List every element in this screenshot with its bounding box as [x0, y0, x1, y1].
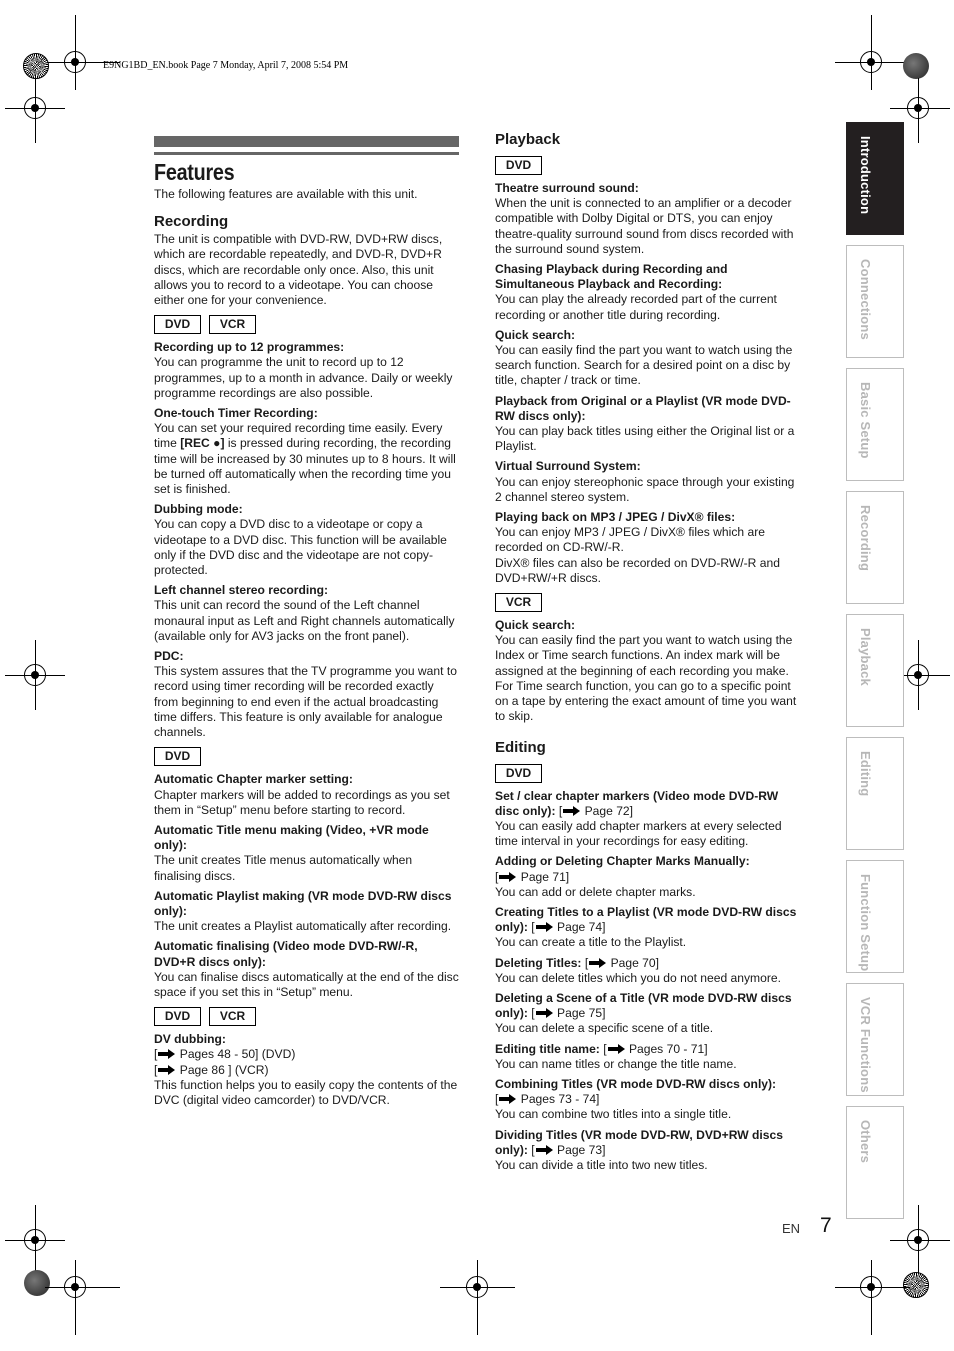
tab-connections[interactable] — [846, 245, 904, 358]
feature-title: Editing title name: — [495, 1041, 600, 1056]
dvd-badge: DVD — [495, 764, 542, 783]
tab-vcr-functions[interactable] — [846, 983, 904, 1096]
media-badges — [154, 747, 459, 766]
page-arrow-icon — [536, 1008, 553, 1018]
tab-label: Function Setup — [858, 874, 873, 972]
feature-body: You can create a title to the Playlist. — [495, 935, 687, 950]
feature-body: This unit can record the sound of the Left channel monaural input as Left and Right channels automatically (available only for AV3 jacks on the front panel). — [154, 598, 455, 643]
tab-playback[interactable] — [846, 614, 904, 727]
tab-label: Connections — [858, 259, 873, 340]
page-reference-text: Pages 70 - 71] — [628, 1041, 708, 1056]
feature-title: One-touch Timer Recording: — [154, 406, 318, 421]
feature-item — [154, 823, 459, 884]
feature-heading-line: Deleting Titles: [ Page 70] — [495, 955, 659, 970]
feature-body: You can name titles or change the title name. — [495, 1056, 737, 1071]
feature-body: DivX® files can also be recorded on DVD-RW/-R and DVD+RW/+R discs. — [495, 555, 780, 585]
page-reference: [ Pages 48 - 50] (DVD) — [154, 1047, 296, 1062]
page-arrow-icon — [536, 1145, 553, 1155]
feature-item — [495, 510, 800, 586]
page-arrow-icon — [563, 806, 580, 816]
feature-title: Chasing Playback during Recording and Simultaneous Playback and Recording: — [495, 262, 728, 292]
section-heading-recording: Recording — [154, 213, 229, 231]
language-label: EN — [782, 1221, 801, 1236]
feature-item — [495, 789, 800, 850]
feature-title: DV dubbing: — [154, 1032, 226, 1047]
title-rule — [154, 152, 459, 155]
feature-title: Deleting a Scene of a Title (VR mode DVD-RW discs only): — [495, 990, 792, 1021]
feature-body-text: is pressed during recording, the recording time will be increased by 30 minutes up to 8 hours. It will be turned off automatically when the recording time you set is finished. — [154, 436, 456, 497]
dvd-badge: DVD — [154, 747, 201, 766]
feature-title: Dubbing mode: — [154, 502, 243, 517]
feature-heading-line: Set / clear chapter markers (Video mode DVD-RW disc only): [ Page 72] — [495, 788, 779, 818]
tab-label: Others — [858, 1120, 873, 1164]
feature-body: You can combine two titles into a single title. — [495, 1107, 732, 1122]
feature-title: Automatic Title menu making (Video, +VR mode only): — [154, 822, 429, 853]
feature-body: You can easily find the part you want to watch using the search function. Search for a desired point on a disc by title, chapter / track or time. — [495, 343, 793, 388]
page-number: 7 — [820, 1214, 832, 1237]
feature-body: You can easily add chapter markers at every selected time interval in your recordings for easy editing. — [495, 818, 782, 849]
feature-body: You can play back titles using either the Original list or a Playlist. — [495, 424, 795, 454]
feature-body: The unit creates a Playlist automatically after recording. — [154, 919, 452, 934]
feature-item — [154, 939, 459, 1000]
feature-heading-line: Editing title name: [ Pages 70 - 71] — [495, 1041, 708, 1056]
feature-title: Combining Titles (VR mode DVD-RW discs only): — [495, 1076, 777, 1091]
print-header: E9NG1BD_EN.book Page 7 Monday, April 7, 2008 5:54 PM — [103, 60, 349, 71]
dvd-badge: DVD — [495, 156, 542, 175]
feature-item — [495, 1042, 800, 1072]
right-column — [495, 131, 800, 1178]
page-arrow-icon — [158, 1049, 175, 1059]
left-column — [154, 136, 459, 1113]
feature-heading-line: Deleting a Scene of a Title (VR mode DVD-RW discs only): [ Page 75] — [495, 990, 792, 1021]
feature-title: Recording up to 12 programmes: — [154, 340, 345, 355]
feature-item — [154, 1032, 459, 1108]
page-reference-text: Page 72] — [584, 803, 634, 818]
page-reference-text: Pages 73 - 74] — [520, 1092, 600, 1107]
tab-function-setup[interactable] — [846, 860, 904, 973]
feature-item — [154, 583, 459, 644]
feature-body: This system assures that the TV programme you want to record using timer recording will be recorded exactly from beginning to end even if the actual broadcasting time differs. This feature is only available for analogue channels. — [154, 664, 457, 740]
feature-body: The unit creates Title menus automatically when finalising discs. — [154, 853, 413, 883]
feature-item — [154, 889, 459, 935]
page-reference-text: Page 75] — [557, 1006, 606, 1021]
feature-item — [495, 956, 800, 986]
media-badges — [495, 156, 800, 175]
tab-editing[interactable] — [846, 737, 904, 850]
feature-body: You can delete titles which you do not need anymore. — [495, 970, 781, 985]
media-badges — [495, 764, 800, 783]
page-reference-text: Page 70] — [610, 955, 659, 970]
page-arrow-icon — [536, 922, 553, 932]
feature-body: You can copy a DVD disc to a videotape or copy a videotape to a DVD disc. This function will be available only if the DVD disc and the videotape are not copy-protected. — [154, 517, 447, 578]
tab-introduction[interactable] — [846, 122, 904, 235]
page-reference-text: Page 71] — [520, 869, 570, 884]
section-heading-playback: Playback — [495, 131, 561, 148]
feature-title: Automatic Playlist making (VR mode DVD-RW discs only): — [154, 888, 452, 918]
feature-body: Chapter markers will be added to recordings as you set them in “Setup” menu before starting to record. — [154, 787, 450, 817]
feature-item — [495, 181, 800, 257]
feature-body: You can programme the unit to record up to 12 programmes, up to a month in advance. Daily or weekly programme recordings are also possible. — [154, 355, 453, 400]
page-arrow-icon — [608, 1044, 625, 1054]
feature-title: Left channel stereo recording: — [154, 583, 329, 598]
feature-title: PDC: — [154, 649, 184, 664]
feature-title: Quick search: — [495, 618, 575, 633]
feature-item — [154, 406, 459, 497]
feature-heading-line: Creating Titles to a Playlist (VR mode DVD-RW discs only): [ Page 74] — [495, 904, 797, 935]
feature-item — [154, 340, 459, 401]
feature-body-text: You can set your required recording time easily. Every time — [154, 421, 443, 451]
feature-body: You can finalise discs automatically at the end of the disc space if you set this in “Setup” menu. — [154, 969, 459, 999]
tab-label: Playback — [858, 628, 873, 686]
page-reference-text: Pages 48 - 50] (DVD) — [179, 1047, 296, 1062]
feature-body: You can enjoy stereophonic space through your existing 2 channel stereo system. — [495, 474, 795, 504]
page-reference: [ Page 71] — [495, 869, 570, 884]
page-reference: [ Pages 73 - 74] — [495, 1092, 600, 1107]
tab-label: VCR Functions — [858, 997, 873, 1093]
feature-body — [154, 421, 459, 497]
tab-others[interactable] — [846, 1106, 904, 1219]
page-arrow-icon — [589, 958, 606, 968]
media-badges — [154, 1007, 459, 1026]
vcr-badge: VCR — [209, 315, 256, 334]
feature-item — [154, 649, 459, 740]
feature-title: Playing back on MP3 / JPEG / DivX® files: — [495, 510, 736, 525]
page-arrow-icon — [158, 1065, 175, 1075]
rec-key-label: [REC ●] — [180, 436, 225, 451]
feature-item — [495, 991, 800, 1037]
tab-label: Introduction — [858, 136, 873, 215]
feature-body: You can enjoy MP3 / JPEG / DivX® files which are recorded on CD-RW/-R. — [495, 525, 765, 555]
feature-item — [495, 618, 800, 724]
feature-item — [495, 1077, 800, 1123]
page-reference-text: Page 86 ] (VCR) — [179, 1062, 269, 1077]
feature-item — [154, 502, 459, 578]
feature-title: Dividing Titles (VR mode DVD-RW, DVD+RW discs only): — [495, 1127, 783, 1157]
tab-recording[interactable] — [846, 491, 904, 604]
page-reference-text: Page 73] — [557, 1142, 606, 1157]
feature-body: You can delete a specific scene of a title. — [495, 1021, 714, 1036]
feature-item — [495, 854, 800, 900]
page-reference: [ Page 86 ] (VCR) — [154, 1062, 269, 1077]
feature-item — [495, 328, 800, 389]
feature-item — [495, 905, 800, 951]
title-bar — [154, 136, 459, 147]
feature-item — [495, 459, 800, 505]
feature-item — [495, 1128, 800, 1174]
feature-body: You can add or delete chapter marks. — [495, 884, 696, 899]
page-arrow-icon — [499, 872, 516, 882]
recording-intro: The unit is compatible with DVD-RW, DVD+RW discs, which are recordable repeatedly, and DVD-R, DVD+R discs, which are recordable only once. Also, this unit allows you to record to a videotape. You can choose either one for your convenience. — [154, 232, 443, 308]
page-title: Features — [154, 159, 235, 185]
feature-body: This function helps you to easily copy the contents of the DVC (digital video camcorder) to DVD/VCR. — [154, 1077, 458, 1107]
section-tabs — [846, 122, 904, 1229]
feature-title: Theatre surround sound: — [495, 181, 639, 195]
feature-title: Automatic finalising (Video mode DVD-RW/-R, DVD+R discs only): — [154, 939, 418, 969]
feature-title: Creating Titles to a Playlist (VR mode DVD-RW discs only): — [495, 904, 797, 935]
tab-basic-setup[interactable] — [846, 368, 904, 481]
tab-label: Editing — [858, 751, 873, 797]
feature-body: You can divide a title into two new titles. — [495, 1157, 708, 1172]
feature-item — [154, 772, 459, 818]
page-arrow-icon — [499, 1094, 516, 1104]
feature-body: You can play the already recorded part of the current recording or another title during recording. — [495, 292, 777, 322]
page-reference-text: Page 74] — [557, 920, 606, 935]
vcr-badge: VCR — [495, 593, 542, 612]
feature-body: You can easily find the part you want to watch using the Index or Time search functions. An index mark will be assigned at the beginning of each recording you make. For Time search function, you can go to a specific point on a tape by entering the exact amount of time you want to skip. — [495, 633, 797, 724]
dvd-badge: DVD — [154, 1007, 201, 1026]
tab-label: Recording — [858, 505, 873, 572]
vcr-badge: VCR — [209, 1007, 256, 1026]
feature-title: Deleting Titles: — [495, 955, 582, 970]
tab-label: Basic Setup — [858, 382, 873, 459]
feature-title: Adding or Deleting Chapter Marks Manually: — [495, 854, 750, 869]
feature-item — [495, 394, 800, 455]
feature-title: Quick search: — [495, 327, 575, 342]
feature-title: Automatic Chapter marker setting: — [154, 772, 353, 787]
feature-item — [495, 262, 800, 323]
feature-title: Set / clear chapter markers (Video mode DVD-RW disc only): — [495, 788, 779, 818]
page-intro: The following features are available with this unit. — [154, 187, 418, 201]
media-badges — [495, 593, 800, 612]
feature-body: When the unit is connected to an amplifier or a decoder compatible with Dolby Digital or DTS, you can enjoy theatre-quality surround sound from discs recorded with the surround sound system. — [495, 196, 794, 256]
dvd-badge: DVD — [154, 315, 201, 334]
media-badges — [154, 315, 459, 334]
section-heading-editing: Editing — [495, 738, 546, 756]
feature-title: Playback from Original or a Playlist (VR mode DVD-RW discs only): — [495, 393, 791, 423]
feature-title: Virtual Surround System: — [495, 459, 641, 474]
feature-heading-line: Dividing Titles (VR mode DVD-RW, DVD+RW discs only): [ Page 73] — [495, 1127, 783, 1157]
